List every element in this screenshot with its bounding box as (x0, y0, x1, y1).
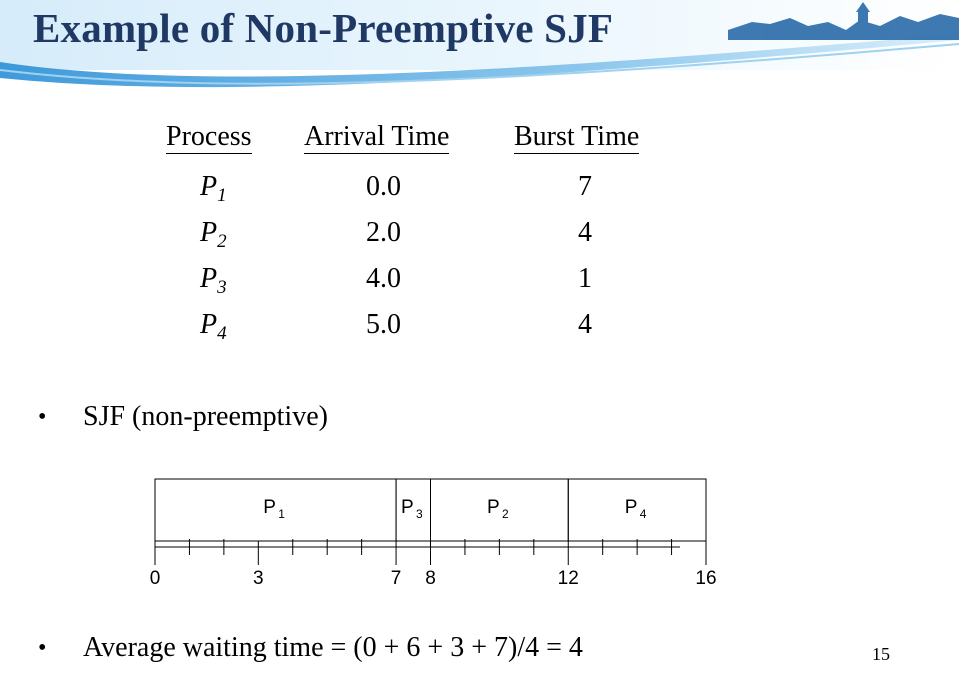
gantt-block-label: P (487, 497, 500, 518)
burst-time: 4 (578, 217, 592, 248)
gantt-block-sub: 4 (639, 507, 647, 521)
bullet-marker: • (38, 404, 47, 430)
gantt-tick-label: 0 (149, 568, 161, 589)
bullet-text: Average waiting time = (0 + 6 + 3 + 7)/4 = 4 (83, 632, 583, 663)
table-header-arrival-time: Arrival Time (304, 121, 450, 152)
gantt-block-sub: 2 (502, 507, 509, 521)
gantt-tick-label: 3 (253, 568, 264, 589)
arrival-time: 0.0 (366, 171, 401, 202)
table-header-burst-time: Burst Time (514, 121, 640, 152)
gantt-tick-label: 7 (390, 568, 402, 589)
gantt-tick-label: 12 (557, 568, 579, 589)
gantt-tick-label: 16 (695, 568, 717, 589)
bullet-text: SJF (non-preemptive) (83, 401, 328, 432)
process-name: $P_3$ (200, 263, 227, 298)
arrival-time: 4.0 (366, 263, 401, 294)
table-header-process: Process (166, 121, 252, 152)
gantt-block-sub: 1 (278, 507, 285, 521)
gantt-tick-label: 8 (425, 568, 436, 589)
gantt-block-label: P (263, 497, 276, 518)
gantt-block-sub: 3 (415, 507, 423, 521)
burst-time: 1 (578, 263, 592, 294)
process-name: $P_4$ (200, 309, 227, 344)
bullet-marker: • (38, 635, 47, 661)
gantt-block-label: P (624, 497, 638, 518)
page-number: 15 (872, 644, 890, 664)
arrival-time: 2.0 (366, 217, 401, 248)
slide-title: Example of Non-Preemptive SJF (33, 5, 614, 51)
burst-time: 4 (578, 309, 592, 340)
arrival-time: 5.0 (366, 309, 401, 340)
burst-time: 7 (578, 171, 592, 202)
process-name: $P_2$ (200, 217, 227, 252)
process-name: $P_1$ (200, 171, 227, 206)
gantt-block-label: P (400, 497, 414, 518)
